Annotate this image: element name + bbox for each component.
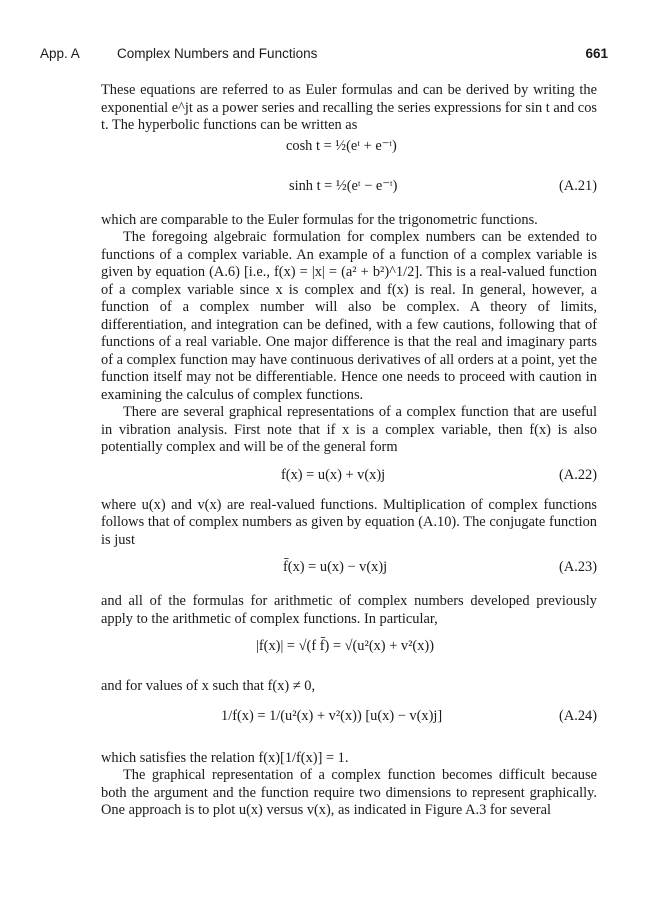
equation-fx — [101, 467, 597, 497]
equation-number: (A.21) — [559, 177, 597, 194]
paragraph-9: The graphical representation of a complex function becomes difficult because both the argument and the function require two dimensions to represent graphically. One approach is to plot u(x) versus v(x), as indicated in Figure A.3 for several — [101, 767, 597, 818]
page-body — [101, 82, 597, 820]
paragraph-2: which are comparable to the Euler formulas for the trigonometric functions. — [101, 211, 538, 228]
equation-cosh-content: cosh t = ½(eᵗ + e⁻ᵗ) — [286, 137, 397, 154]
equation-conjugate — [101, 559, 597, 593]
paragraph-5: where u(x) and v(x) are real-valued functions. Multiplication of complex functions follows that of complex numbers as given by equation (A.10). The conjugate function is just — [101, 496, 597, 548]
paragraph-3: The foregoing algebraic formulation for complex numbers can be extended to functions of a complex variable. An example of a function of a complex variable is given by equation (A.6) [i.e., f(x) = |x| = (a² + b²)^1/2]. This is a real-valued function of a complex variable since x is complex and f(x) is real. In general, however, a function of a complex number will also be complex. A theory of limits, differentiation, and integration can be defined, with a few cautions, following that of functions of a real variable. One major difference is that the real and imaginary parts of a complex function may have continuous derivatives of all orders at a point, yet the function itself may not be differentiable. Hence one needs to proceed with caution in examining the calculus of complex functions. — [101, 229, 597, 403]
equation-modulus — [101, 638, 597, 678]
equation-reciprocal — [101, 708, 597, 750]
page-number: 661 — [585, 46, 608, 61]
paragraph-6: and all of the formulas for arithmetic of complex numbers developed previously apply to the arithmetic of complex functions. In particular, — [101, 593, 597, 627]
equation-cosh — [101, 138, 597, 178]
paragraph-1: These equations are referred to as Euler formulas and can be derived by writing the exponential e^jt as a power series and recalling the series expressions for sin t and cos t. The hyperbolic functions can be written as — [101, 82, 597, 133]
equation-sinh-content: sinh t = ½(eᵗ − e⁻ᵗ) — [289, 177, 398, 194]
paragraph-7: and for values of x such that f(x) ≠ 0, — [101, 678, 316, 694]
paragraph-4: There are several graphical representations of a complex function that are useful in vibration analysis. First note that if x is a complex variable, then f(x) is also potentially complex and will be of the general form — [101, 404, 597, 455]
equation-number: (A.22) — [559, 466, 597, 483]
equation-conjugate-content: f̄(x) = u(x) − v(x)j — [283, 559, 388, 575]
appendix-label: App. A — [40, 46, 80, 61]
equation-number: (A.23) — [559, 559, 597, 575]
equation-sinh — [101, 178, 597, 212]
running-header — [40, 46, 608, 66]
equation-fx-content: f(x) = u(x) + v(x)j — [281, 466, 386, 483]
equation-modulus-content: |f(x)| = √(f f̄) = √(u²(x) + v²(x)) — [256, 638, 434, 654]
paragraph-8: which satisfies the relation f(x)[1/f(x)] = 1. — [101, 749, 349, 766]
chapter-title: Complex Numbers and Functions — [117, 46, 318, 61]
equation-reciprocal-content: 1/f(x) = 1/(u²(x) + v²(x)) [u(x) − v(x)j] — [221, 707, 443, 724]
equation-number: (A.24) — [559, 707, 597, 724]
